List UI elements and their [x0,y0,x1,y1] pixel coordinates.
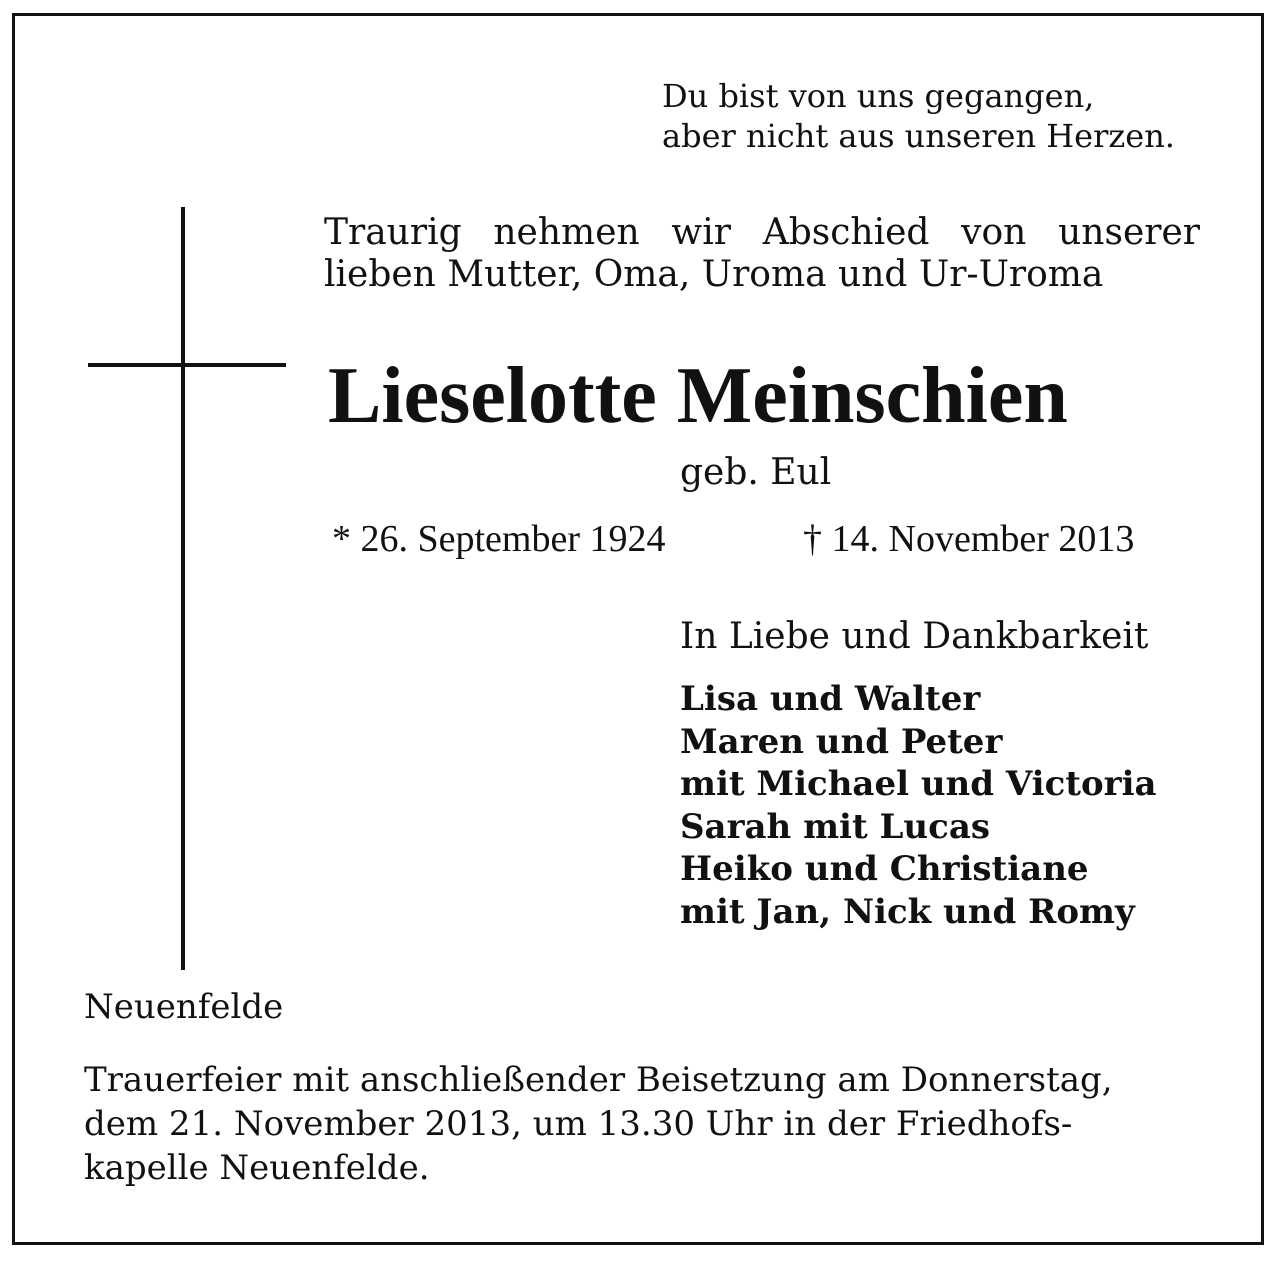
intro-word: Traurig [324,212,462,253]
mourner-entry: Sarah mit Lucas [680,806,991,847]
mourner-entry: mit Jan, Nick und Romy [680,891,1135,932]
mourner-entry: mit Michael und Victoria [680,764,1157,804]
cross-icon-crossbar [88,363,286,367]
intro-line-2: lieben Mutter, Oma, Uroma und Ur-Uroma [324,254,1104,295]
memorial-motto [662,76,1175,156]
intro-word: nehmen [493,212,640,253]
death-date: † 14. November 2013 [803,518,1135,560]
maiden-name: geb. Eul [680,452,832,493]
deceased-name: Lieselotte Meinschien [328,352,1068,440]
motto-line-2: aber nicht aus unseren Herzen. [662,117,1175,155]
birth-date: * 26. September 1924 [332,518,666,560]
intro-word: von [961,212,1027,253]
mourner-entry: Lisa und Walter [680,679,981,719]
dedication-line: In Liebe und Dankbarkeit [680,616,1149,657]
place-name: Neuenfelde [84,987,284,1027]
funeral-service-info [84,1058,1202,1190]
cross-icon [181,207,185,970]
mourner-entry: Heiko und Christiane [680,849,1089,889]
intro-line-1 [324,212,1200,254]
ceremony-line-3: kapelle Neuenfelde. [84,1148,430,1188]
intro-word: unserer [1058,212,1200,253]
ceremony-line-1: Trauerfeier mit anschließender Beisetzung am Donnerstag, [84,1060,1113,1100]
ceremony-line-2: dem 21. November 2013, um 13.30 Uhr in der Friedhofs- [84,1104,1073,1144]
motto-line-1: Du bist von uns gegangen, [662,77,1095,115]
mourners-list [680,678,1157,933]
intro-word: wir [671,212,731,253]
announcement-intro [324,212,1200,296]
intro-word: Abschied [762,212,930,253]
mourner-entry: Maren und Peter [680,721,1003,762]
